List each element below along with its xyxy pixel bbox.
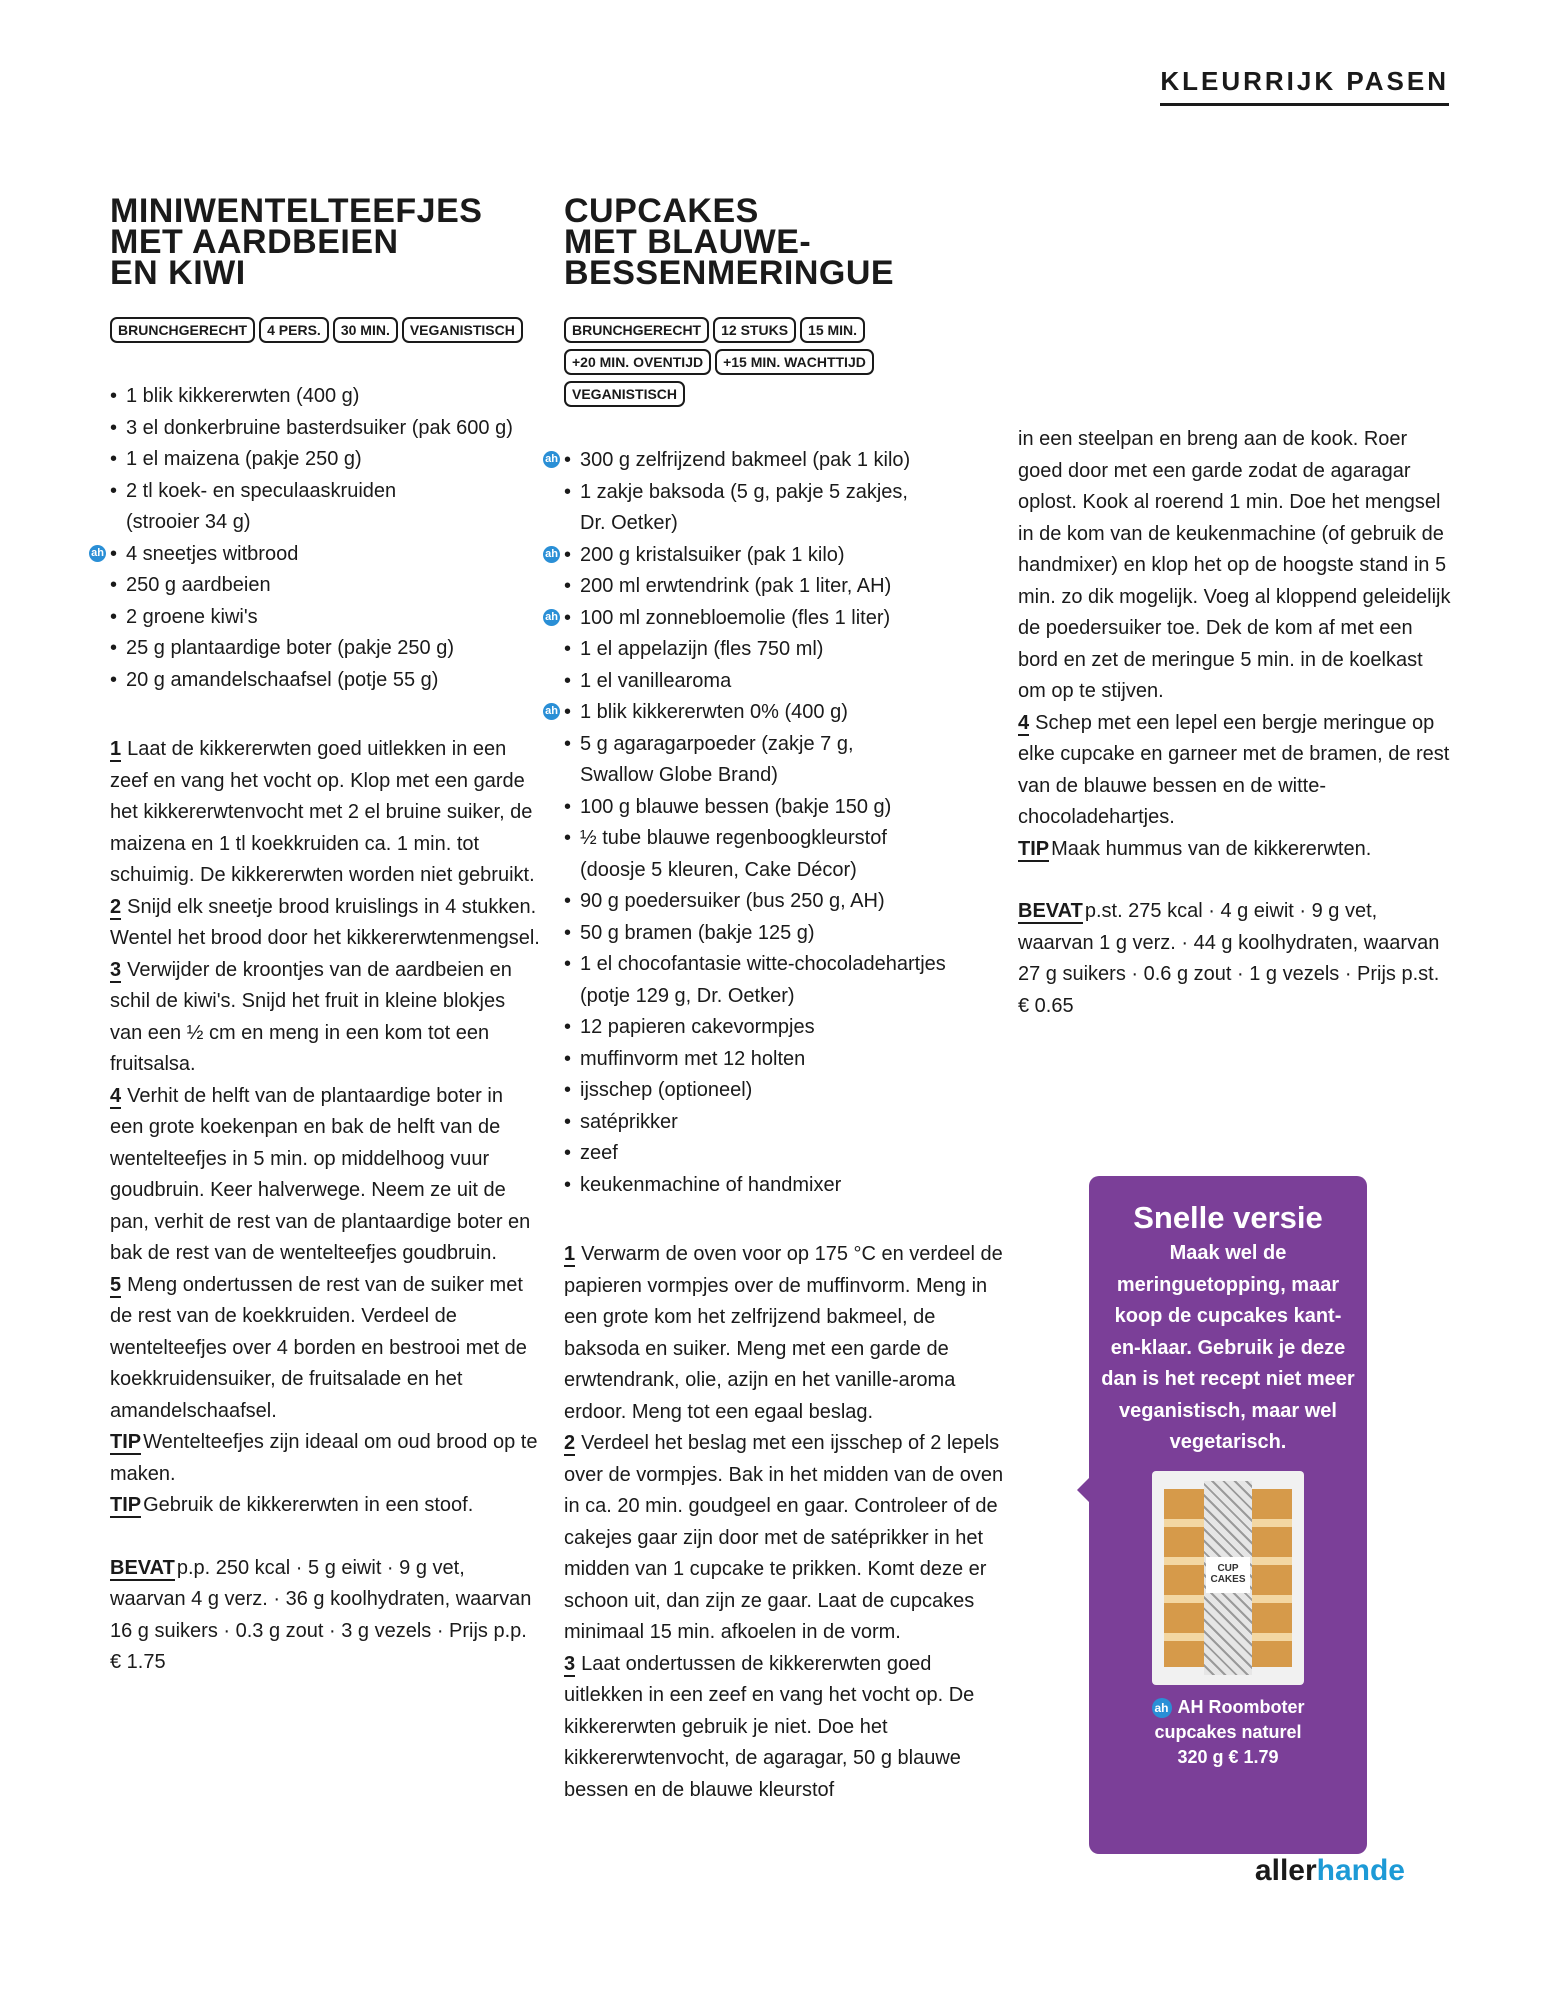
tag: VEGANISTISCH <box>564 381 685 407</box>
ingredient-text: 50 g bramen (bakje 125 g) <box>580 921 815 944</box>
ingredient-text: 4 sneetjes witbrood <box>126 542 299 565</box>
ingredient-item <box>564 949 1004 1012</box>
ingredient-text: ½ tube blauwe regenboogkleurstof <box>580 827 887 849</box>
title-line: BESSENMERINGUE <box>564 254 895 292</box>
ingredient-item <box>545 603 1004 635</box>
ingredient-item <box>564 729 1004 792</box>
tag: +15 MIN. WACHTTIJD <box>715 349 874 375</box>
step-number: 2 <box>110 895 122 918</box>
ingredient-item <box>110 570 540 602</box>
ingredient-item <box>564 1138 1004 1170</box>
ingredient-text: 1 el maizena (pakje 250 g) <box>126 448 362 470</box>
ingredient-text: 1 zakje baksoda (5 g, pakje 5 zakjes, <box>580 480 908 503</box>
step-number: 3 <box>110 958 122 981</box>
bullet-icon: • <box>564 1173 572 1196</box>
ingredient-item <box>110 413 540 445</box>
ingredient-item <box>110 444 540 476</box>
ingredient-item <box>110 381 540 413</box>
package-label-text: CUP <box>1217 1562 1239 1574</box>
nutrition-label: BEVAT <box>1018 900 1083 922</box>
tip <box>1018 834 1454 866</box>
step-number: 1 <box>564 1243 576 1265</box>
recipe-miniwentelteefjes <box>91 192 540 1679</box>
ingredient-text: ijsschep (optioneel) <box>580 1079 753 1101</box>
recipe-tags <box>110 317 540 343</box>
brand-logo <box>1255 1854 1405 1888</box>
ingredient-item <box>110 476 540 539</box>
product-info <box>1089 1695 1367 1770</box>
tip-text: Gebruik de kikkererwten in een stoof. <box>143 1494 474 1516</box>
ingredient-text: 1 el chocofantasie witte-chocoladehartjes <box>580 953 946 975</box>
ingredient-text: 3 el donkerbruine basterdsuiker (pak 600 g) <box>126 416 513 439</box>
tag: 4 PERS. <box>259 317 329 343</box>
product-price: 320 g € 1.79 <box>1177 1746 1279 1767</box>
tag: BRUNCHGERECHT <box>110 317 255 343</box>
package-label-text: CAKES <box>1210 1573 1246 1585</box>
ingredient-item <box>564 886 1004 918</box>
ingredient-item <box>545 697 1004 729</box>
ingredient-item <box>545 540 1004 572</box>
bullet-icon: • <box>564 575 572 597</box>
preparation <box>110 734 540 1679</box>
step-text: Verdeel het beslag met een ijsschep of 2 lepels over de vormpjes. Bak in het midden van de oven in ca. 20 min. goudgeel en gaar. Controleer of de cakejes gaar zijn door met de satéprikker in het midden van 1 cupcake te prikken. Komt deze er schoon uit, dan zijn ze gaar. Laat de cupcakes minimaal 15 min. afkoelen in de vorm. <box>564 1432 1004 1643</box>
bullet-icon: • <box>564 890 572 912</box>
bullet-icon: • <box>564 1047 572 1070</box>
nutrition-label: BEVAT <box>110 1556 175 1579</box>
bullet-icon: • <box>564 795 572 818</box>
title-line: MET BLAUWE- <box>564 223 812 261</box>
step-number: 5 <box>110 1273 122 1296</box>
ingredient-text: 300 g zelfrijzend bakmeel (pak 1 kilo) <box>580 449 911 471</box>
product-name: AH Roomboter <box>1177 1696 1305 1717</box>
promo-title: Snelle versie <box>1133 1200 1323 1235</box>
ah-logo-icon: ah <box>1152 1698 1172 1718</box>
ingredient-text: 2 groene kiwi's <box>126 605 258 628</box>
ingredient-text: 200 g kristalsuiker (pak 1 kilo) <box>580 543 845 566</box>
step-text: Meng ondertussen de rest van de suiker met de rest van de koekkruiden. Verdeel de wentelteefjes over 4 borden en bestrooi met de koekkruidensuiker, de fruitsalade en het amandelschaafsel. <box>110 1273 527 1422</box>
step <box>110 1081 540 1270</box>
bullet-icon: • <box>564 921 572 944</box>
ingredient-item <box>110 633 540 665</box>
ingredient-text: satéprikker <box>580 1110 678 1133</box>
cupcakes-graphic <box>1164 1489 1204 1667</box>
bullet-icon: • <box>564 701 572 723</box>
cupcakes-graphic <box>1252 1489 1292 1667</box>
step-text: Snijd elk sneetje brood kruislings in 4 stukken. Wentel het brood door het kikkererwtenmengsel. <box>110 895 540 949</box>
step-number: 4 <box>1018 711 1030 734</box>
tip-label: TIP <box>110 1494 142 1516</box>
tip-label: TIP <box>110 1431 142 1453</box>
bullet-icon: • <box>564 1016 572 1038</box>
tag: +20 MIN. OVENTIJD <box>564 349 711 375</box>
nutrition <box>1018 896 1454 1022</box>
ingredient-list <box>91 381 540 696</box>
brand-part: aller <box>1254 1854 1317 1887</box>
ingredient-text: 100 g blauwe bessen (bakje 150 g) <box>580 795 892 818</box>
ingredient-text: 12 papieren cakevormpjes <box>580 1016 815 1038</box>
step-text: Verhit de helft van de plantaardige boter in een grote koekenpan en bak de helft van de wentelteefjes in 5 min. op middelhoog vuur goudbruin. Keer halverwege. Neem ze uit de pan, verhit de rest van de plantaardige boter en bak de rest van de wentelteefjes goudbruin. <box>110 1084 531 1264</box>
bullet-icon: • <box>110 668 118 691</box>
step-number: 4 <box>110 1084 122 1107</box>
ingredient-item <box>564 792 1004 824</box>
ingredient-text: 100 ml zonnebloemolie (fles 1 liter) <box>580 606 891 629</box>
ingredient-subtext: (potje 129 g, Dr. Oetker) <box>580 984 795 1007</box>
preparation-continued <box>1018 424 1454 1022</box>
tag: 30 MIN. <box>333 317 398 343</box>
ingredient-item <box>564 666 1004 698</box>
tag: BRUNCHGERECHT <box>564 317 709 343</box>
recipe-cupcakes <box>545 192 1004 1806</box>
step-number: 1 <box>110 738 122 760</box>
bullet-icon: • <box>110 385 118 407</box>
ingredient-text: 5 g agaragarpoeder (zakje 7 g, <box>580 732 854 755</box>
ingredient-text: 1 blik kikkererwten 0% (400 g) <box>580 701 848 723</box>
step <box>1018 708 1454 834</box>
tip-text: Wentelteefjes zijn ideaal om oud brood op te maken. <box>110 1431 538 1485</box>
step-text: Verwarm de oven voor op 175 °C en verdeel de papieren vormpjes over de muffinvorm. Meng in een grote kom het zelfrijzend bakmeel, de baksoda en suiker. Meng met een garde de erwtendrank, olie, azijn en het vanille-aroma erdoor. Meng tot een egaal beslag. <box>564 1243 1003 1423</box>
nutrition-text: p.p. 250 kcal · 5 g eiwit · 9 g vet, waarvan 4 g verz. · 36 g koolhydraten, waarvan 16 g suikers · 0.3 g zout · 3 g vezels · Prijs p.p. € 1.75 <box>110 1556 532 1673</box>
preparation <box>564 1239 1004 1806</box>
bullet-icon: • <box>564 449 572 471</box>
ingredient-text: 200 ml erwtendrink (pak 1 liter, AH) <box>580 575 892 597</box>
step <box>110 1270 540 1428</box>
step <box>110 892 540 955</box>
bullet-icon: • <box>564 638 572 660</box>
step-number: 2 <box>564 1432 576 1454</box>
tip <box>110 1427 540 1490</box>
ingredient-item <box>564 634 1004 666</box>
recipe-title <box>564 192 1004 292</box>
step-text: Laat de kikkererwten goed uitlekken in een zeef en vang het vocht op. Klop met een garde het kikkererwtenvocht met 2 el bruine suiker, de maizena en 1 tl koekkruiden ca. 1 min. tot schuimig. De kikkererwten worden niet gebruikt. <box>110 738 535 886</box>
bullet-icon: • <box>564 953 572 975</box>
tag: 15 MIN. <box>800 317 865 343</box>
ingredient-subtext: (doosje 5 kleuren, Cake Décor) <box>580 858 857 881</box>
brand-part: hande <box>1316 1854 1405 1887</box>
promo-box <box>1089 1176 1367 1854</box>
section-header: KLEURRIJK PASEN <box>1160 66 1449 106</box>
title-line: EN KIWI <box>110 254 246 292</box>
ah-logo-icon: ah <box>543 703 560 720</box>
ingredient-item <box>564 1075 1004 1107</box>
tip-text: Maak hummus van de kikkererwten. <box>1051 837 1372 860</box>
ingredient-text: keukenmachine of handmixer <box>580 1173 842 1196</box>
step-text: Laat ondertussen de kikkererwten goed uitlekken in een zeef en vang het vocht op. De kikkererwten gebruik je niet. Doe het kikkererwtenvocht, de agaragar, 50 g blauwe bessen en de blauwe kleurstof <box>564 1652 975 1801</box>
ingredient-item <box>564 1044 1004 1076</box>
bullet-icon: • <box>110 542 118 565</box>
ingredient-subtext: (strooier 34 g) <box>126 511 251 533</box>
bullet-icon: • <box>110 637 118 659</box>
bullet-icon: • <box>110 605 118 628</box>
recipe-cupcakes-continued <box>1018 424 1454 1022</box>
tip-label: TIP <box>1018 837 1050 860</box>
bullet-icon: • <box>564 732 572 755</box>
title-line: MET AARDBEIEN <box>110 223 399 261</box>
bullet-icon: • <box>564 827 572 849</box>
ingredient-text: 250 g aardbeien <box>126 574 271 596</box>
ingredient-subtext: Swallow Globe Brand) <box>580 764 778 786</box>
bullet-icon: • <box>110 574 118 596</box>
promo-text: Maak wel de meringuetopping, maar koop de cupcakes kant-en-klaar. Gebruik je deze dan is het recept niet meer veganistisch, maar wel vegetarisch. <box>1101 1242 1355 1453</box>
ah-logo-icon: ah <box>543 451 560 468</box>
tag: VEGANISTISCH <box>402 317 523 343</box>
ingredient-text: 25 g plantaardige boter (pakje 250 g) <box>126 637 455 659</box>
step <box>564 1649 1004 1807</box>
tag: 12 STUKS <box>713 317 796 343</box>
tip <box>110 1490 540 1522</box>
ingredient-text: 90 g poedersuiker (bus 250 g, AH) <box>580 890 885 912</box>
ingredient-item <box>545 445 1004 477</box>
nutrition-text: p.st. 275 kcal · 4 g eiwit · 9 g vet, waarvan 1 g verz. · 44 g koolhydraten, waarvan 27 g suikers · 0.6 g zout · 1 g vezels · Prijs p.st. € 0.65 <box>1018 900 1440 1017</box>
ingredient-subtext: Dr. Oetker) <box>580 512 678 534</box>
ingredient-text: 1 el appelazijn (fles 750 ml) <box>580 638 824 660</box>
bullet-icon: • <box>110 416 118 439</box>
product-image <box>1152 1471 1304 1685</box>
nutrition <box>110 1553 540 1679</box>
ingredient-text: 1 el vanillearoma <box>580 669 732 692</box>
ah-logo-icon: ah <box>89 545 106 562</box>
ingredient-item <box>110 602 540 634</box>
bullet-icon: • <box>110 479 118 502</box>
ah-logo-icon: ah <box>543 609 560 626</box>
ingredient-text: 2 tl koek- en speculaaskruiden <box>126 479 397 502</box>
ingredient-item <box>564 1107 1004 1139</box>
ingredient-text: muffinvorm met 12 holten <box>580 1047 806 1070</box>
product-name: cupcakes naturel <box>1154 1721 1302 1742</box>
ah-logo-icon: ah <box>543 546 560 563</box>
bullet-icon: • <box>110 448 118 470</box>
ingredient-item <box>564 1170 1004 1202</box>
step-text: Schep met een lepel een bergje meringue op elke cupcake en garneer met de bramen, de rest van de blauwe bessen en de witte-chocoladehartjes. <box>1018 711 1450 828</box>
bullet-icon: • <box>564 606 572 629</box>
ingredient-list <box>545 445 1004 1201</box>
step-number: 3 <box>564 1652 576 1675</box>
bullet-icon: • <box>564 1110 572 1133</box>
step <box>564 1239 1004 1428</box>
ingredient-item <box>91 539 540 571</box>
ingredient-text: 1 blik kikkererwten (400 g) <box>126 385 360 407</box>
step <box>110 955 540 1081</box>
title-line: CUPCAKES <box>564 192 759 230</box>
title-line: MINIWENTELTEEFJES <box>110 192 483 230</box>
ingredient-item <box>564 571 1004 603</box>
bullet-icon: • <box>564 1079 572 1101</box>
ingredient-item <box>110 665 540 697</box>
ingredient-item <box>564 823 1004 886</box>
ingredient-text: 20 g amandelschaafsel (potje 55 g) <box>126 668 439 691</box>
package-label <box>1206 1557 1250 1593</box>
recipe-tags <box>564 317 904 407</box>
bullet-icon: • <box>564 669 572 692</box>
ingredient-text: zeef <box>580 1142 618 1164</box>
step-continued: in een steelpan en breng aan de kook. Roer goed door met een garde zodat de agaragar oplost. Kook al roerend 1 min. Doe het mengsel in de kom van de keukenmachine (of gebruik de handmixer) en klop het op de hoogste stand in 5 min. zo dik mogelijk. Voeg al kloppend geleidelijk de poedersuiker toe. Dek de kom af met een bord en zet de meringue 5 min. in de koelkast om op te stijven. <box>1018 428 1451 702</box>
bullet-icon: • <box>564 480 572 503</box>
ingredient-item <box>564 477 1004 540</box>
recipe-title <box>110 192 540 292</box>
step <box>110 734 540 892</box>
bullet-icon: • <box>564 543 572 566</box>
bullet-icon: • <box>564 1142 572 1164</box>
ingredient-item <box>564 918 1004 950</box>
step-text: Verwijder de kroontjes van de aardbeien en schil de kiwi's. Snijd het fruit in kleine blokjes van een ½ cm en meng in een kom tot een fruitsalsa. <box>110 958 512 1075</box>
ingredient-item <box>564 1012 1004 1044</box>
step <box>564 1428 1004 1649</box>
